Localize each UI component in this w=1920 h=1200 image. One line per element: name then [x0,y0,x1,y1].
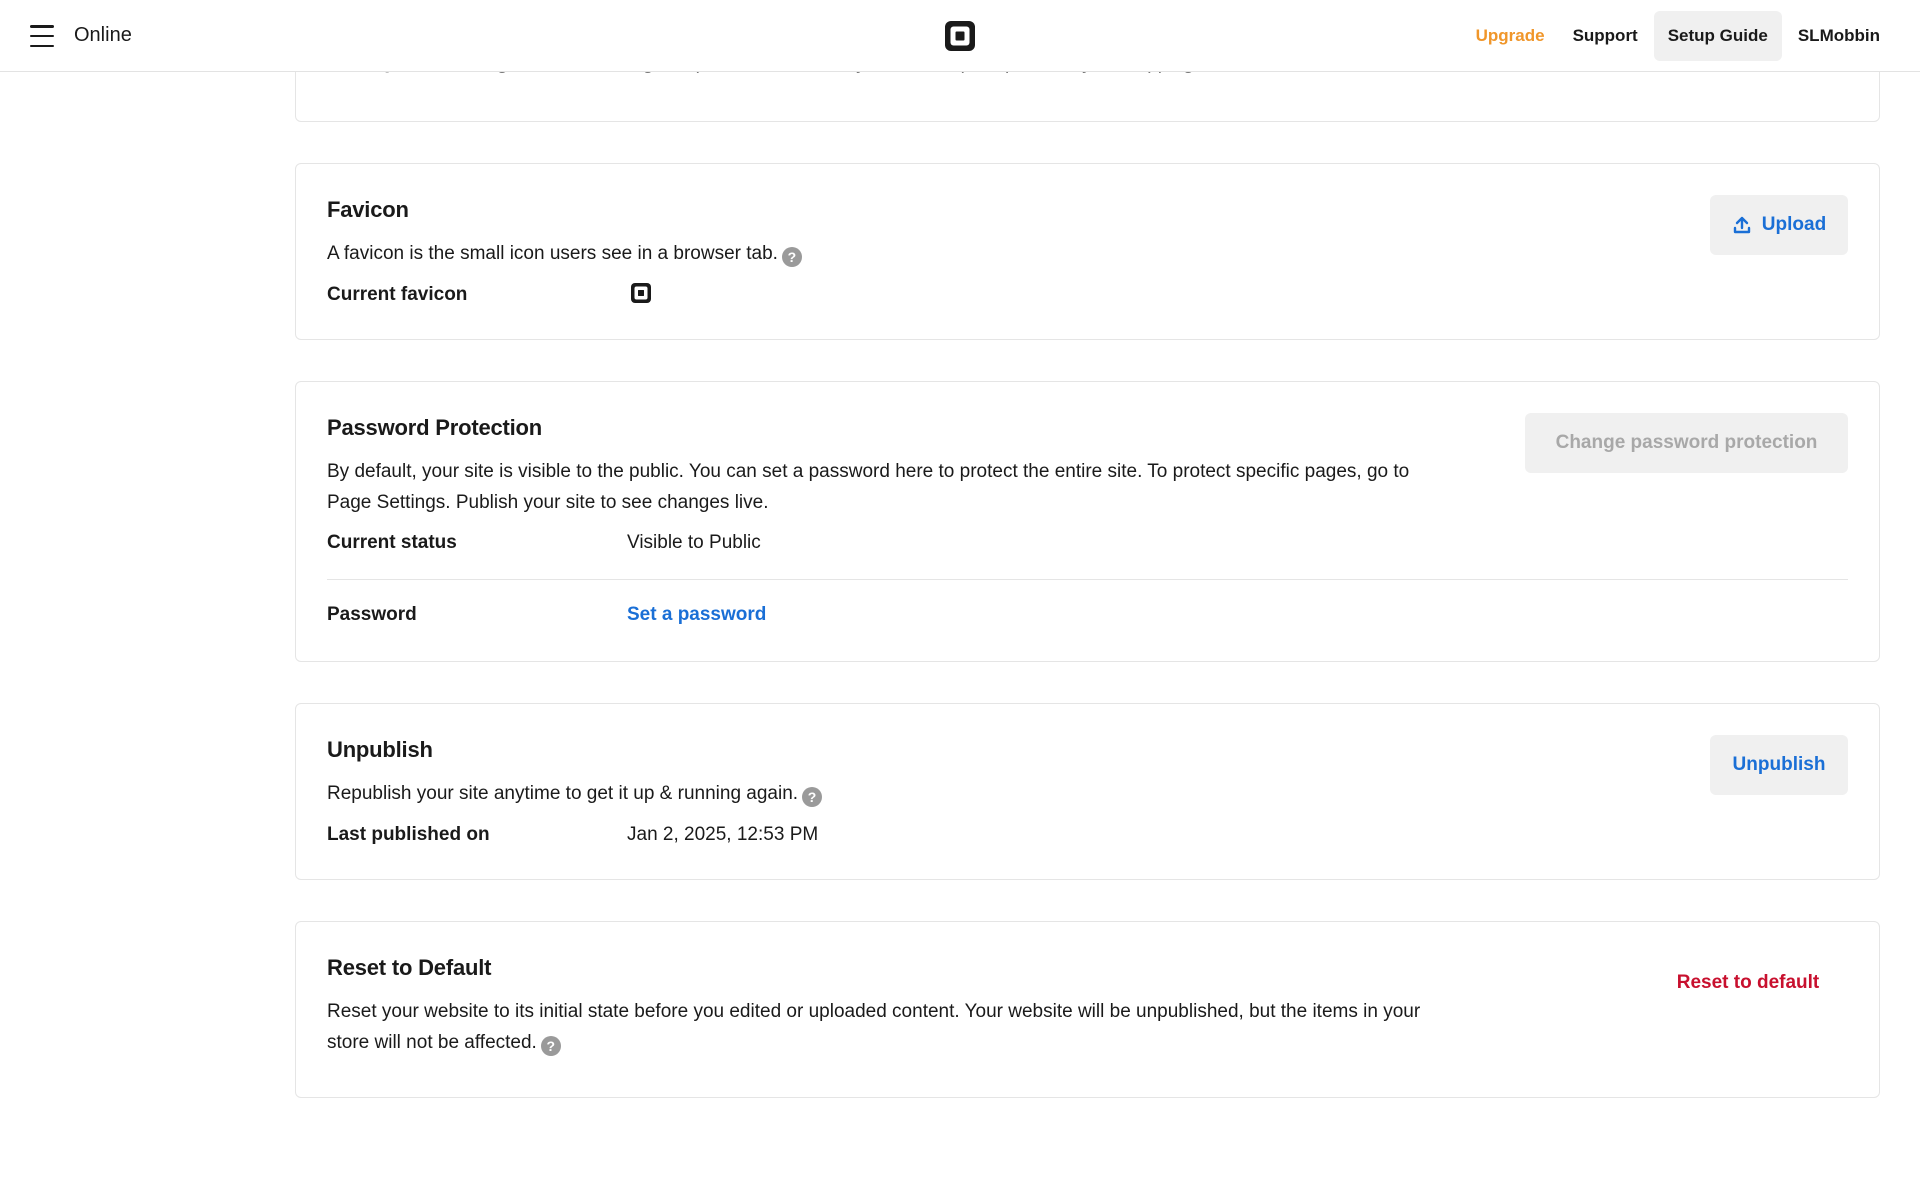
unpublish-button[interactable]: Unpublish [1710,735,1848,795]
password-protection-card [295,381,1880,662]
upgrade-link[interactable]: Upgrade [1475,26,1545,45]
favicon-description: A favicon is the small icon users see in a browser tab. ? [327,238,1427,269]
help-icon[interactable]: ? [802,787,822,807]
upload-icon [1732,215,1752,235]
help-icon[interactable]: ? [782,247,802,267]
password-protection-title: Password Protection [327,415,543,440]
password-protection-description: By default, your site is visible to the public. You can set a password here to protect the entire site. To protect specific pages, go to Page Settings. Publish your site to see changes live. [327,461,1410,513]
unpublish-description: Republish your site anytime to get it up & running again. ? [327,778,1427,809]
change-password-protection-button[interactable]: Change password protection [1525,413,1848,473]
last-published-value: Jan 2, 2025, 12:53 PM [627,824,819,845]
password-label: Password [327,604,417,625]
reset-to-default-card [295,921,1880,1098]
current-favicon-label: Current favicon [327,284,468,305]
unpublish-title: Unpublish [327,737,433,762]
square-logo-icon[interactable] [944,20,976,52]
upload-favicon-button[interactable]: Upload [1710,195,1848,255]
favicon-preview-icon [630,282,652,304]
current-status-label: Current status [327,532,457,553]
divider [327,579,1848,580]
unpublish-card [295,703,1880,880]
reset-to-default-button[interactable]: Reset to default [1676,972,1820,993]
user-menu[interactable]: SLMobbin [1797,26,1880,45]
favicon-title: Favicon [327,197,409,222]
menu-icon[interactable] [30,25,54,47]
top-nav [1462,0,1920,72]
favicon-card [295,163,1880,340]
app-title: Online [74,24,132,46]
reset-description: Reset your website to its initial state before you edited or uploaded content. Your website will be unpublished, but the items in your store will not be affected. ? [327,1001,1421,1054]
help-icon[interactable]: ? [541,1036,561,1056]
last-published-label: Last published on [327,824,490,845]
top-bar [0,0,1920,72]
current-status-value: Visible to Public [627,532,761,553]
reset-title: Reset to Default [327,955,492,980]
set-password-link[interactable]: Set a password [627,604,767,625]
support-link[interactable]: Support [1572,26,1638,45]
setup-guide-button[interactable]: Setup Guide [1654,11,1782,61]
